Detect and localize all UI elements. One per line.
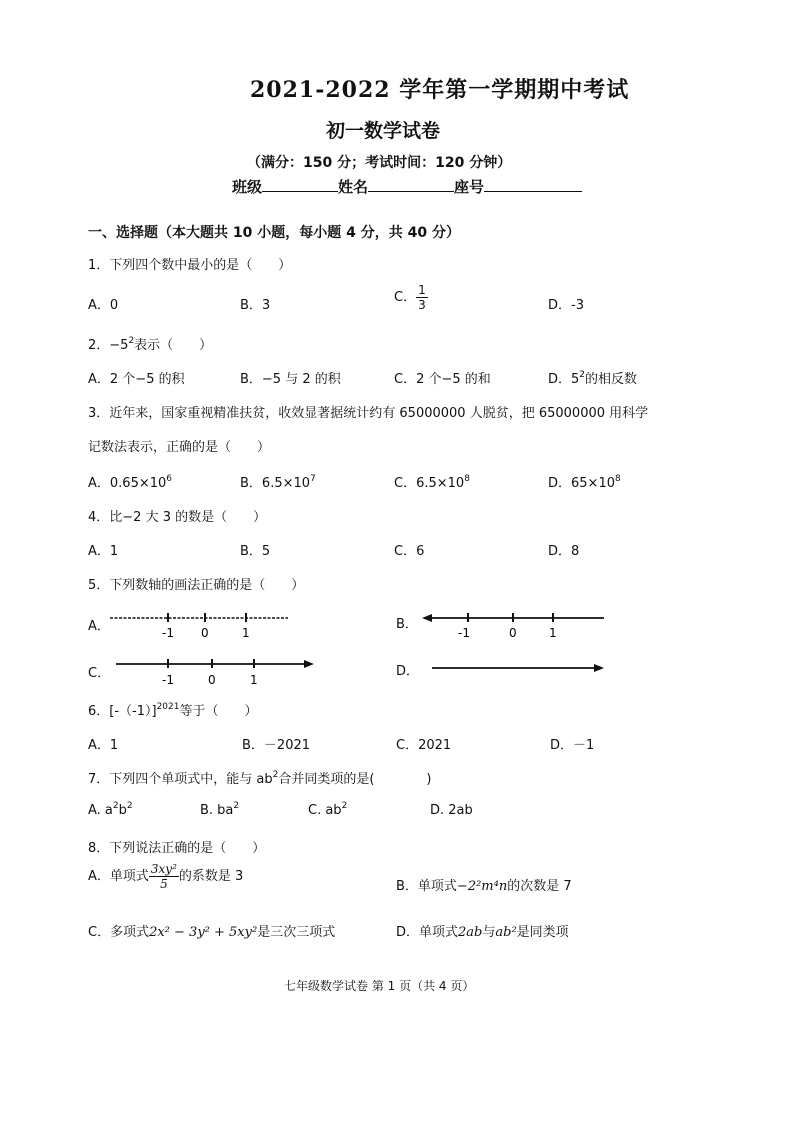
- q3-option-d-text: D．65×10: [548, 476, 615, 491]
- q6-stem-tail: 等于（ ）: [179, 704, 258, 719]
- q6-option-b[interactable]: B．－2021: [242, 738, 311, 753]
- question-7-stem: [88, 768, 432, 787]
- tick-label: -1: [458, 626, 470, 640]
- seat-blank[interactable]: [484, 177, 582, 192]
- name-blank[interactable]: [368, 177, 454, 192]
- q3-option-c[interactable]: [394, 472, 470, 491]
- q6-exponent: 2021: [156, 702, 180, 712]
- q5-option-a-number-line: [106, 608, 296, 644]
- q2-option-d-tail: 的相反数: [585, 372, 638, 387]
- q3-option-c-exponent: 8: [464, 474, 470, 484]
- q3-option-c-text: C．6.5×10: [394, 476, 465, 491]
- q8-option-d[interactable]: [396, 921, 569, 940]
- q5-option-d-number-line: [430, 660, 610, 676]
- q7-option-a-exponent: 2: [112, 801, 119, 811]
- q7-option-b[interactable]: [200, 803, 239, 818]
- q6-stem-text: 6．[-（-1）]: [88, 704, 157, 719]
- q6-option-a[interactable]: A．1: [88, 738, 119, 753]
- arrow-right-icon: [594, 664, 604, 672]
- q8-option-d-expression-1: 2ab: [458, 925, 483, 940]
- tick-label: 0: [201, 626, 209, 640]
- q7-option-a-exponent: 2: [126, 801, 133, 811]
- q2-exponent: 2: [128, 336, 135, 346]
- page-footer: 七年级数学试卷 第 1 页（共 4 页）: [284, 979, 475, 993]
- fraction-numerator: 1: [418, 283, 426, 297]
- q7-exponent: 2: [272, 770, 279, 780]
- q8-option-b-expression: −2²m⁴n: [456, 879, 508, 894]
- q7-option-c-text: C. ab: [308, 803, 342, 818]
- q8-option-d-connector: 与: [482, 925, 496, 940]
- section-heading: 一、选择题（本大题共 10 小题，每小题 4 分，共 40 分）: [88, 225, 460, 241]
- q2-option-d-exponent: 2: [579, 370, 586, 380]
- q4-option-b[interactable]: B．5: [240, 544, 271, 559]
- q8-option-c-text: C．多项式: [88, 925, 150, 940]
- tick-label: 0: [509, 626, 517, 640]
- q8-option-a-tail: 的系数是 3: [178, 869, 244, 884]
- fraction-denominator: 3: [418, 298, 426, 312]
- exam-subtitle: 初一数学试卷: [326, 120, 441, 142]
- q3-option-d[interactable]: [548, 472, 621, 491]
- q8-option-d-tail: 是同类项: [516, 925, 569, 940]
- q7-stem-text: 7．下列四个单项式中，能与 ab: [88, 772, 273, 787]
- q7-stem-tail: 合并同类项的是( ): [278, 772, 432, 787]
- class-blank[interactable]: [262, 177, 338, 192]
- q7-option-a[interactable]: [88, 803, 133, 818]
- q3-option-a-text: A．0.65×10: [88, 476, 167, 491]
- name-label: 姓名: [338, 178, 369, 196]
- q7-option-b-text: B. ba: [200, 803, 234, 818]
- q7-option-a-variable: b: [118, 803, 127, 818]
- q7-option-a-text: A. a: [88, 803, 113, 818]
- q5-option-d-label[interactable]: D．: [396, 664, 420, 679]
- fraction-numerator: 3xy²: [150, 862, 177, 876]
- q2-option-d[interactable]: [548, 368, 637, 387]
- q1-option-d[interactable]: D．-3: [548, 298, 584, 313]
- tick-label: 0: [208, 673, 216, 687]
- arrow-right-icon: [304, 660, 314, 668]
- tick-label: 1: [242, 626, 250, 640]
- fraction-one-third: [416, 283, 428, 312]
- q5-option-b-number-line: [418, 608, 618, 644]
- q3-option-b-text: B．6.5×10: [240, 476, 311, 491]
- question-6-stem: [88, 700, 258, 719]
- q8-option-c[interactable]: [88, 921, 335, 940]
- q1-option-a[interactable]: A．0: [88, 298, 119, 313]
- exam-info: （满分：150 分；考试时间：120 分钟）: [247, 155, 512, 171]
- question-3-line-2: 记数法表示，正确的是（ ）: [88, 440, 271, 455]
- question-5-stem: 5．下列数轴的画法正确的是（ ）: [88, 578, 305, 593]
- q3-option-b[interactable]: [240, 472, 316, 491]
- q6-option-d[interactable]: D．－1: [550, 738, 595, 753]
- q2-option-d-text: D．5: [548, 372, 580, 387]
- q8-option-b[interactable]: [396, 875, 572, 894]
- q7-option-c-exponent: 2: [341, 801, 348, 811]
- tick-label: 1: [549, 626, 557, 640]
- tick-label: 1: [250, 673, 258, 687]
- q4-option-a[interactable]: A．1: [88, 544, 119, 559]
- q2-option-b[interactable]: B．−5 与 2 的积: [240, 372, 341, 387]
- fraction-3xy2-over-5: [149, 862, 179, 891]
- q7-option-b-exponent: 2: [233, 801, 240, 811]
- q1-option-c[interactable]: [394, 283, 428, 312]
- q4-option-d[interactable]: D．8: [548, 544, 580, 559]
- exam-title: 2021-2022 学年第一学期期中考试: [250, 77, 630, 103]
- q2-option-a[interactable]: A．2 个−5 的积: [88, 372, 185, 387]
- question-1-stem: 1．下列四个数中最小的是（ ）: [88, 258, 292, 273]
- question-3-line-1: 3．近年来，国家重视精准扶贫，收效显著据统计约有 65000000 人脱贫，把 65000000 用科学: [88, 406, 649, 421]
- student-fields: [232, 176, 582, 197]
- tick-label: -1: [162, 626, 174, 640]
- q6-option-c[interactable]: C．2021: [396, 738, 452, 753]
- q2-stem-tail: 表示（ ）: [134, 338, 213, 353]
- q5-option-c-number-line: [110, 654, 320, 690]
- arrow-left-icon: [422, 614, 432, 622]
- question-8-stem: 8．下列说法正确的是（ ）: [88, 841, 266, 856]
- q7-option-c[interactable]: [308, 803, 347, 818]
- question-2-stem: [88, 334, 212, 353]
- q1-option-c-label: C．: [394, 290, 417, 305]
- class-label: 班级: [232, 178, 263, 196]
- q8-option-d-text: D．单项式: [396, 925, 459, 940]
- q8-option-b-text: B．单项式: [396, 879, 457, 894]
- q8-option-a-text: A．单项式: [88, 869, 149, 884]
- tick-label: -1: [162, 673, 174, 687]
- q5-option-b-label[interactable]: B．: [396, 617, 418, 632]
- q3-option-d-exponent: 8: [615, 474, 621, 484]
- q1-option-b[interactable]: B．3: [240, 298, 271, 313]
- q8-option-c-expression: 2x² − 3y² + 5xy²: [149, 925, 258, 940]
- q8-option-b-tail: 的次数是 7: [507, 879, 572, 894]
- seat-label: 座号: [454, 178, 485, 196]
- q8-option-c-tail: 是三次三项式: [257, 925, 336, 940]
- q5-option-a-label[interactable]: A．: [88, 619, 110, 634]
- fraction-denominator: 5: [160, 877, 168, 891]
- q3-option-a-exponent: 6: [166, 474, 173, 484]
- q3-option-a[interactable]: [88, 472, 172, 491]
- q8-option-a[interactable]: [88, 862, 243, 891]
- q4-option-c[interactable]: C．6: [394, 544, 425, 559]
- q2-option-c[interactable]: C．2 个−5 的和: [394, 372, 491, 387]
- q5-option-c-label[interactable]: C．: [88, 666, 111, 681]
- question-4-stem: 4．比−2 大 3 的数是（ ）: [88, 510, 267, 525]
- q7-option-d[interactable]: D. 2ab: [430, 803, 473, 818]
- q8-option-d-expression-2: ab²: [495, 925, 517, 940]
- q3-option-b-exponent: 7: [310, 474, 316, 484]
- q2-stem-text: 2．−5: [88, 338, 129, 353]
